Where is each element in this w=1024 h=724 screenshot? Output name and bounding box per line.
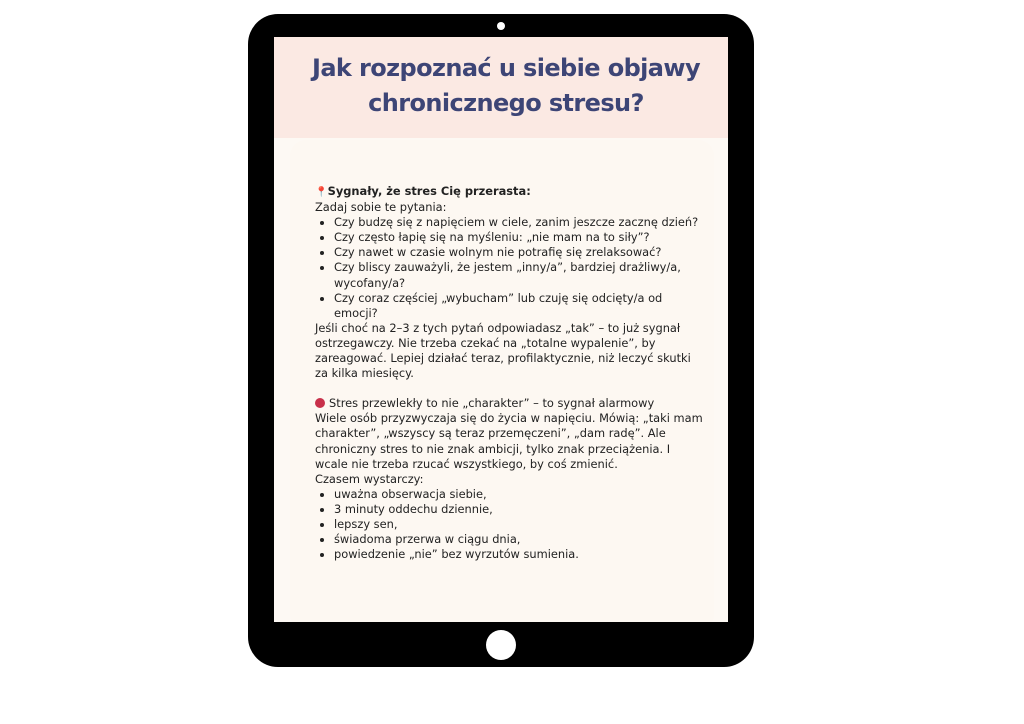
- list-item: • Czy nawet w czasie wolnym nie potrafię się zrelaksować?: [334, 245, 705, 260]
- section2-heading-text: Stres przewlekły to nie „charakter” – to sygnał alarmowy: [329, 396, 655, 411]
- pushpin-icon: 📍: [315, 187, 328, 198]
- questions-list: [315, 215, 705, 321]
- red-circle-icon: [315, 398, 325, 408]
- section1-intro: Zadaj sobie te pytania:: [315, 200, 447, 215]
- section2-body: Wiele osób przyzwyczaja się do życia w napięciu. Mówią: „taki mam charakter”, „wszyscy są teraz przemęczeni”, „dam radę”. Ale chroniczny stres to nie znak ambicji, tylko znak przeciążenia. I wcale nie trzeba rzucać wszystkiego, by coś zmienić.: [315, 411, 703, 471]
- section2-heading: [315, 396, 705, 411]
- article-body: [315, 184, 705, 562]
- list-item: • uważna obserwacja siebie,: [334, 487, 705, 502]
- home-button[interactable]: [486, 630, 516, 660]
- list-item: • Czy często łapię się na myśleniu: „nie mam na to siły”?: [334, 230, 705, 245]
- tips-list: [315, 487, 705, 562]
- section1-heading: [315, 184, 705, 200]
- section1-heading-text: Sygnały, że stres Cię przerasta:: [327, 184, 531, 198]
- list-item: • Czy coraz częściej „wybucham” lub czuję się odcięty/a od emocji?: [334, 291, 705, 321]
- camera-icon: [497, 22, 505, 30]
- page-title: Jak rozpoznać u siebie objawy chronicznego stresu?: [311, 54, 700, 117]
- list-item: • Czy bliscy zauważyli, że jestem „inny/a”, bardziej drażliwy/a, wycofany/a?: [334, 260, 705, 290]
- section2-intro: Czasem wystarczy:: [315, 471, 424, 486]
- section1-conclusion: Jeśli choć na 2–3 z tych pytań odpowiadasz „tak” – to już sygnał ostrzegawczy. Nie trzeba czekać na „totalne wypalenie”, by zareagować. Lepiej działać teraz, profilaktycznie, niż leczyć skutki za kilka miesięcy.: [315, 320, 691, 381]
- list-item: • świadoma przerwa w ciągu dnia,: [334, 532, 705, 547]
- header-band: [274, 37, 728, 138]
- list-item: • Czy budzę się z napięciem w ciele, zanim jeszcze zacznę dzień?: [334, 215, 705, 230]
- list-item: • 3 minuty oddechu dziennie,: [334, 502, 705, 517]
- list-item: • powiedzenie „nie” bez wyrzutów sumienia.: [334, 547, 705, 562]
- list-item: • lepszy sen,: [334, 517, 705, 532]
